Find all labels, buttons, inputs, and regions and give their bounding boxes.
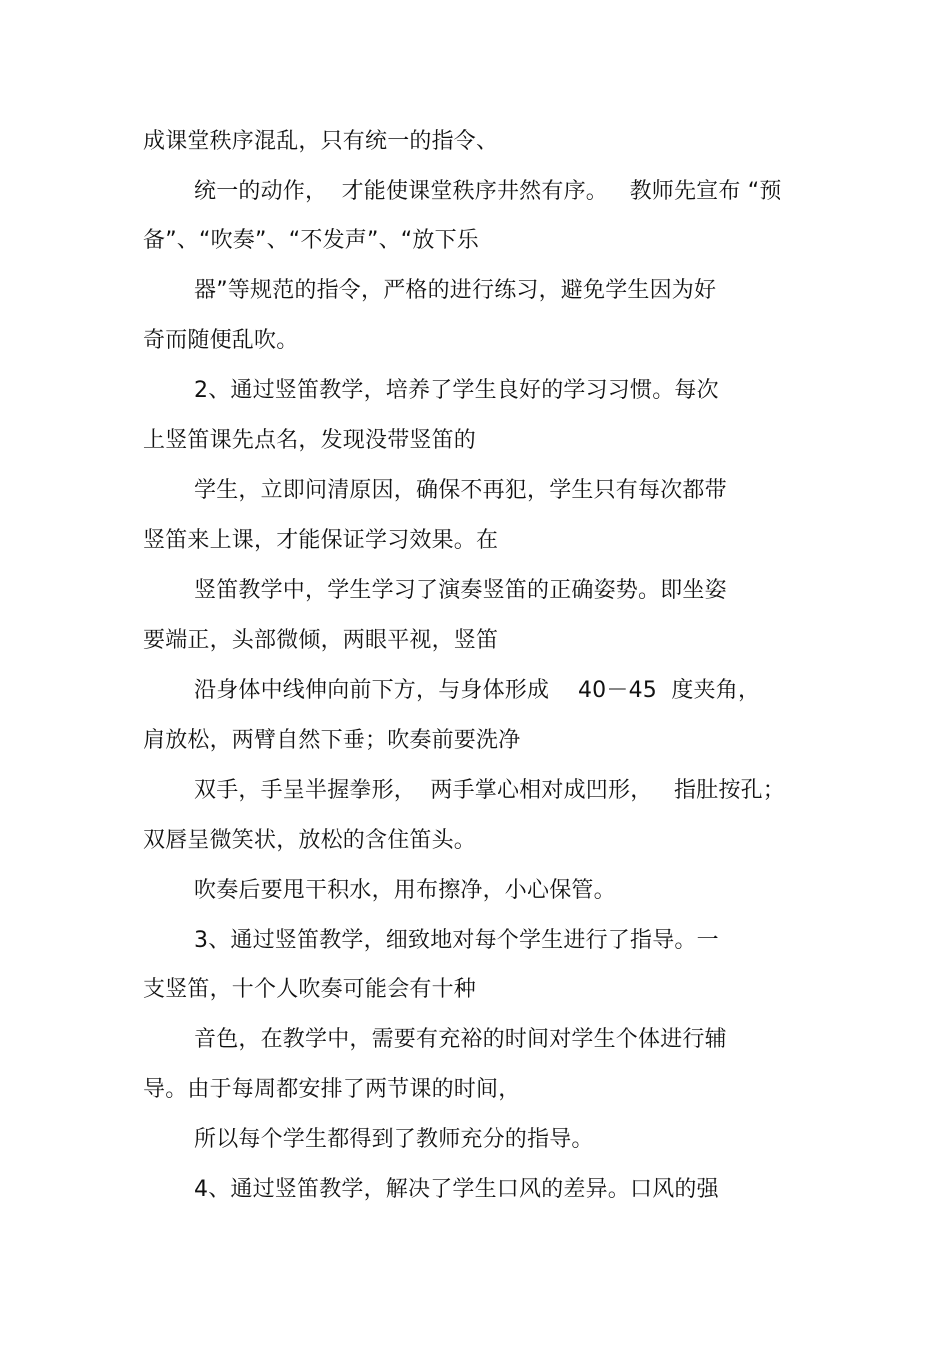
text-line: 学生，立即问清原因，确保不再犯，学生只有每次都带 — [194, 478, 727, 503]
text-line: 备”、“吹奏”、“不发声”、“放下乐 — [143, 228, 479, 253]
text-line: 竖笛来上课，才能保证学习效果。在 — [143, 528, 499, 553]
text-line: 导。由于每周都安排了两节课的时间， — [143, 1077, 521, 1102]
text-line: 肩放松，两臂自然下垂；吹奏前要洗净 — [143, 728, 521, 753]
text-line: 竖笛教学中，学生学习了演奏竖笛的正确姿势。即坐姿 — [194, 578, 727, 603]
text-line: 器”等规范的指令，严格的进行练习，避免学生因为好 — [194, 278, 717, 303]
text-line: 统一的动作， 才能使课堂秩序井然有序。 教师先宣布 “预 — [194, 179, 782, 204]
text-line: 要端正，头部微倾，两眼平视，竖笛 — [143, 628, 499, 653]
text-line: 双手，手呈半握拳形， 两手掌心相对成凹形， 指肚按孔； — [194, 778, 785, 803]
text-line: 奇而随便乱吹。 — [143, 328, 299, 353]
text-line: 2、通过竖笛教学，培养了学生良好的学习习惯。每次 — [194, 378, 719, 403]
text-line: 吹奏后要甩干积水，用布擦净，小心保管。 — [194, 878, 616, 903]
text-line: 音色，在教学中，需要有充裕的时间对学生个体进行辅 — [194, 1027, 727, 1052]
text-line: 沿身体中线伸向前下方，与身体形成 40－45 度夹角， — [194, 678, 761, 703]
text-line: 所以每个学生都得到了教师充分的指导。 — [194, 1127, 594, 1152]
text-line: 3、通过竖笛教学，细致地对每个学生进行了指导。一 — [194, 928, 719, 953]
text-line: 支竖笛，十个人吹奏可能会有十种 — [143, 977, 477, 1002]
text-line: 4、通过竖笛教学，解决了学生口风的差异。口风的强 — [194, 1177, 719, 1202]
text-line: 上竖笛课先点名，发现没带竖笛的 — [143, 428, 477, 453]
text-line: 成课堂秩序混乱，只有统一的指令、 — [143, 129, 499, 154]
text-line: 双唇呈微笑状，放松的含住笛头。 — [143, 828, 477, 853]
